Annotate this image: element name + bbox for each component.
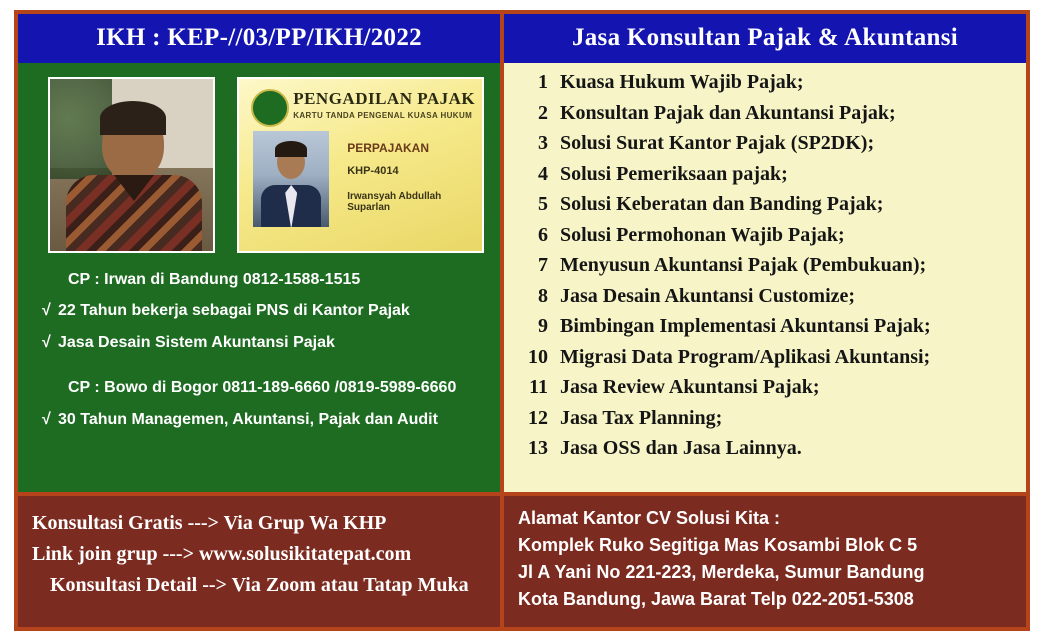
contact-line xyxy=(42,411,480,429)
list-item xyxy=(514,132,1016,155)
list-item xyxy=(514,437,1016,460)
list-item xyxy=(514,285,1016,308)
list-item-number: 6 xyxy=(538,223,548,246)
right-column xyxy=(504,14,1026,492)
list-item xyxy=(514,315,1016,338)
footer-left-line-3: Konsultasi Detail --> Via Zoom atau Tatap Muka xyxy=(50,574,469,596)
list-item-label: Konsultan Pajak dan Akuntansi Pajak; xyxy=(560,101,896,124)
footer-left-line-1: Konsultasi Gratis ---> Via Grup Wa KHP xyxy=(32,512,387,534)
list-item-number: 13 xyxy=(528,437,548,459)
list-item-number: 7 xyxy=(538,254,548,276)
footer-right xyxy=(504,496,1026,627)
list-item-number: 3 xyxy=(538,132,548,154)
list-item-number: 5 xyxy=(538,193,548,215)
office-address-title: Alamat Kantor CV Solusi Kita : xyxy=(518,508,781,528)
check-icon: √ xyxy=(42,333,51,351)
list-item-label: Solusi Surat Kantor Pajak (SP2DK); xyxy=(560,132,875,154)
portrait-hair xyxy=(100,101,166,135)
id-card-subtitle: KARTU TANDA PENGENAL KUASA HUKUM xyxy=(293,111,473,120)
check-icon: √ xyxy=(42,410,51,428)
office-address-line-3: Kota Bandung, Jawa Barat Telp 022-2051-5308 xyxy=(518,589,914,609)
contact-line xyxy=(42,271,480,289)
list-item-label: Jasa Desain Akuntansi Customize; xyxy=(560,284,856,307)
id-card-title: PENGADILAN PAJAK xyxy=(293,89,476,108)
top-section xyxy=(18,14,1026,492)
list-item-number: 10 xyxy=(528,345,548,368)
contact-text: 30 Tahun Managemen, Akuntansi, Pajak dan Audit xyxy=(58,410,438,428)
contact-block xyxy=(34,253,484,442)
left-green-panel xyxy=(18,63,500,492)
contact-text: Jasa Desain Sistem Akuntansi Pajak xyxy=(58,333,335,351)
left-header: IKH : KEP-//03/PP/IKH/2022 xyxy=(18,14,500,63)
list-item-label: Jasa Review Akuntansi Pajak; xyxy=(560,376,820,398)
portrait-photo xyxy=(48,77,215,253)
id-card-category: PERPAJAKAN xyxy=(347,141,429,155)
contact-line xyxy=(42,334,480,352)
id-card-number: KHP-4014 xyxy=(347,165,399,177)
list-item-label: Migrasi Data Program/Aplikasi Akuntansi; xyxy=(560,345,931,368)
court-logo-icon xyxy=(251,89,289,127)
photos-row xyxy=(34,77,484,253)
office-address-line-2: Jl A Yani No 221-223, Merdeka, Sumur Bandung xyxy=(518,562,925,582)
contact-line xyxy=(42,379,480,397)
poster xyxy=(14,10,1030,631)
list-item-label: Bimbingan Implementasi Akuntansi Pajak; xyxy=(560,315,931,337)
list-item xyxy=(514,163,1016,186)
list-item xyxy=(514,224,1016,247)
list-item-number: 8 xyxy=(538,284,548,307)
list-item xyxy=(514,407,1016,430)
list-item-label: Jasa OSS dan Jasa Lainnya. xyxy=(560,437,802,459)
services-list xyxy=(504,63,1026,492)
contact-text: CP : Irwan di Bandung 0812-1588-1515 xyxy=(68,271,361,288)
list-item-label: Kuasa Hukum Wajib Pajak; xyxy=(560,71,804,93)
id-card-photo-body xyxy=(261,185,321,227)
check-icon: √ xyxy=(42,302,51,320)
footer-left-line-2[interactable]: Link join grup ---> www.solusikitatepat.com xyxy=(32,543,412,565)
id-card-image xyxy=(237,77,484,253)
contact-text: 22 Tahun bekerja sebagai PNS di Kantor Pajak xyxy=(58,302,410,320)
list-item-label: Solusi Permohonan Wajib Pajak; xyxy=(560,223,845,246)
footer-left xyxy=(18,496,504,627)
contact-line xyxy=(42,302,480,320)
list-item xyxy=(514,193,1016,216)
bottom-section xyxy=(18,492,1026,627)
list-item xyxy=(514,346,1016,369)
list-item-label: Jasa Tax Planning; xyxy=(560,406,723,429)
contact-text: CP : Bowo di Bogor 0811-189-6660 /0819-5989-6660 xyxy=(68,379,457,397)
spacer xyxy=(42,365,480,379)
list-item-number: 12 xyxy=(528,406,548,429)
list-item-label: Solusi Pemeriksaan pajak; xyxy=(560,162,788,185)
list-item-number: 2 xyxy=(538,101,548,124)
list-item xyxy=(514,254,1016,277)
right-header: Jasa Konsultan Pajak & Akuntansi xyxy=(504,14,1026,63)
list-item-number: 9 xyxy=(538,315,548,337)
list-item-number: 1 xyxy=(538,71,548,93)
left-column xyxy=(18,14,504,492)
id-card-photo-hair xyxy=(275,141,307,157)
list-item-number: 11 xyxy=(529,376,548,398)
list-item-label: Menyusun Akuntansi Pajak (Pembukuan); xyxy=(560,254,927,276)
list-item xyxy=(514,71,1016,94)
id-card-photo xyxy=(253,131,329,227)
id-card-name: Irwansyah Abdullah Suparlan xyxy=(347,191,442,213)
list-item-number: 4 xyxy=(538,162,548,185)
list-item xyxy=(514,376,1016,399)
list-item xyxy=(514,102,1016,125)
office-address-line-1: Komplek Ruko Segitiga Mas Kosambi Blok C 5 xyxy=(518,535,918,555)
list-item-label: Solusi Keberatan dan Banding Pajak; xyxy=(560,193,884,215)
